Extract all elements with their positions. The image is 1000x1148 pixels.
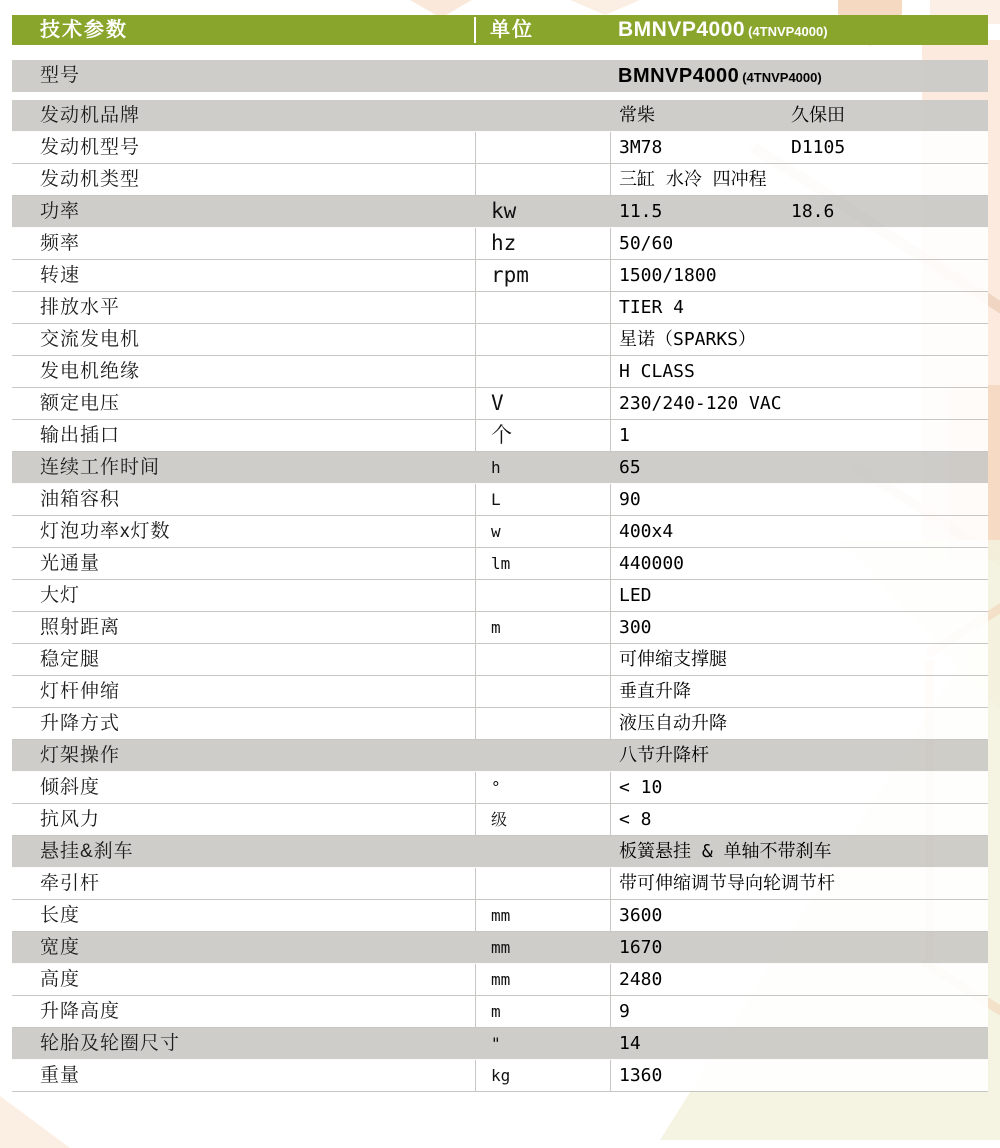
spec-row: [12, 228, 988, 260]
spec-value-col1: H CLASS: [619, 361, 695, 382]
spec-value-col1: 带可伸缩调节导向轮调节杆: [619, 873, 835, 894]
spec-unit: [475, 836, 610, 867]
spec-label: 轮胎及轮圈尺寸: [40, 1033, 181, 1054]
model-row-label: 型号: [40, 65, 81, 86]
spec-value-col1: 1500/1800: [619, 265, 717, 286]
spec-unit: m: [475, 612, 610, 643]
spec-unit: ": [491, 1034, 501, 1053]
spec-row: [12, 932, 988, 964]
spec-row: [12, 516, 988, 548]
spec-value: [610, 452, 988, 483]
spec-value-col1: 可伸缩支撑腿: [619, 649, 727, 670]
spec-value-col2: 久保田: [791, 105, 845, 126]
spec-value: [610, 964, 988, 995]
spec-row: [12, 164, 988, 196]
spec-value: [610, 868, 988, 899]
spec-unit: h: [491, 458, 501, 477]
spec-unit: lm: [475, 548, 610, 579]
spec-label: 发电机绝缘: [40, 361, 141, 382]
spec-unit: [475, 100, 610, 131]
spec-unit: [475, 132, 610, 163]
spec-value-col1: 液压自动升降: [619, 713, 727, 734]
spec-value: [610, 420, 988, 451]
spec-value-col1: LED: [619, 585, 652, 606]
spec-value: [610, 932, 988, 963]
spec-row: [12, 1060, 988, 1092]
spec-row: [12, 100, 988, 132]
table-header-row: [12, 15, 988, 45]
spec-label: 排放水平: [40, 297, 121, 318]
spec-value: [610, 324, 988, 355]
spec-value: [610, 516, 988, 547]
spec-value-col1: 9: [619, 1001, 630, 1022]
spec-value: [610, 580, 988, 611]
spec-unit: [475, 164, 610, 195]
spec-value: [610, 676, 988, 707]
spec-row: [12, 740, 988, 772]
spec-row: [12, 900, 988, 932]
spec-row: [12, 420, 988, 452]
spec-value-col1: 1670: [619, 937, 663, 958]
spec-label: 倾斜度: [40, 777, 101, 798]
model-number-row: [12, 60, 988, 92]
spec-unit: mm: [491, 938, 511, 957]
spec-row: [12, 484, 988, 516]
spec-value: [610, 1060, 988, 1091]
spec-row: [12, 676, 988, 708]
header-divider: [474, 17, 476, 43]
spec-unit: 级: [475, 804, 610, 835]
spec-label: 宽度: [40, 937, 81, 958]
spec-label: 灯架操作: [40, 745, 121, 766]
spec-value-col1: 八节升降杆: [619, 745, 709, 766]
spec-row: [12, 708, 988, 740]
spec-value: [610, 1028, 988, 1059]
model-variant: (4TNVP4000): [742, 70, 822, 85]
spec-unit: [475, 676, 610, 707]
spec-value-col1: 垂直升降: [619, 681, 691, 702]
spec-label: 发动机类型: [40, 169, 141, 190]
spec-label: 光通量: [40, 553, 101, 574]
spec-value: [610, 740, 988, 771]
hexagon-shape: [0, 1096, 70, 1148]
spec-unit: rpm: [475, 260, 610, 291]
spec-value-col1: 1360: [619, 1065, 663, 1086]
spec-value-col1: 2480: [619, 969, 663, 990]
model-variant: (4TNVP4000): [748, 24, 828, 39]
spec-value: [610, 804, 988, 835]
spec-label: 发动机品牌: [40, 105, 141, 126]
spec-row: [12, 644, 988, 676]
spec-label: 发动机型号: [40, 137, 141, 158]
spec-unit: 个: [475, 420, 610, 451]
spec-rows-container: [12, 100, 988, 1092]
spec-row: [12, 996, 988, 1028]
spec-label: 转速: [40, 265, 81, 286]
spec-value-col1: < 10: [619, 777, 663, 798]
spec-label: 交流发电机: [40, 329, 141, 350]
spec-value-col1: 50/60: [619, 233, 674, 254]
spec-value: [610, 484, 988, 515]
spec-label: 抗风力: [40, 809, 101, 830]
spec-value: [610, 260, 988, 291]
spec-row: [12, 260, 988, 292]
spec-unit: hz: [475, 228, 610, 259]
spec-label: 额定电压: [40, 393, 121, 414]
spec-unit: [475, 324, 610, 355]
spec-label: 灯泡功率x灯数: [40, 521, 171, 542]
spec-value-col2: D1105: [791, 137, 846, 158]
spec-value: [610, 196, 988, 227]
spec-label: 连续工作时间: [40, 457, 161, 478]
spec-unit: [475, 644, 610, 675]
spec-unit: [475, 292, 610, 323]
spec-unit: mm: [475, 964, 610, 995]
spec-row: [12, 548, 988, 580]
spec-value-col1: 230/240-120 VAC: [619, 393, 782, 414]
spec-value-col1: 440000: [619, 553, 685, 574]
spec-value-col1: 3M78: [619, 137, 663, 158]
spec-value: [610, 644, 988, 675]
spec-value-col1: 11.5: [619, 201, 663, 222]
spec-value: [610, 836, 988, 867]
spec-label: 升降高度: [40, 1001, 121, 1022]
spec-label: 功率: [40, 201, 81, 222]
spec-label: 照射距离: [40, 617, 121, 638]
unit-column-header: 单位: [490, 19, 534, 41]
spec-row: [12, 324, 988, 356]
spec-value-col1: 星诺（SPARKS）: [619, 329, 757, 350]
spec-unit: L: [475, 484, 610, 515]
spec-label: 输出插口: [40, 425, 121, 446]
spec-unit: V: [475, 388, 610, 419]
spec-row: [12, 868, 988, 900]
spec-value-col1: < 8: [619, 809, 652, 830]
spec-value-col1: 400x4: [619, 521, 674, 542]
spec-unit: [475, 868, 610, 899]
spec-value-col1: TIER 4: [619, 297, 685, 318]
spec-unit: kg: [475, 1060, 610, 1091]
spec-value: [610, 388, 988, 419]
spec-value-col1: 300: [619, 617, 652, 638]
spec-row: [12, 964, 988, 996]
spec-value-col1: 三缸 水冷 四冲程: [619, 169, 767, 190]
hexagon-shape: [570, 0, 640, 15]
spec-label: 油箱容积: [40, 489, 121, 510]
model-column-header: [618, 15, 828, 47]
spec-value-col1: 常柴: [619, 105, 655, 126]
spec-value: [610, 708, 988, 739]
spec-row: [12, 1028, 988, 1060]
spec-value-col1: 65: [619, 457, 641, 478]
spec-unit: [475, 740, 610, 771]
model-name: BMNVP4000: [618, 65, 740, 87]
spec-row: [12, 292, 988, 324]
page-title: 技术参数: [40, 19, 128, 41]
spec-label: 灯杆伸缩: [40, 681, 121, 702]
spec-row: [12, 196, 988, 228]
spec-unit: mm: [475, 900, 610, 931]
spec-row: [12, 612, 988, 644]
spec-label: 悬挂&刹车: [40, 841, 134, 862]
spec-value-col2: 18.6: [791, 201, 835, 222]
model-row-value: [618, 60, 822, 94]
spec-unit: m: [475, 996, 610, 1027]
spec-value-col1: 90: [619, 489, 641, 510]
spec-label: 稳定腿: [40, 649, 101, 670]
spec-label: 大灯: [40, 585, 81, 606]
spec-row: [12, 804, 988, 836]
spec-value: [610, 356, 988, 387]
spec-row: [12, 836, 988, 868]
spec-value: [610, 228, 988, 259]
spec-unit: [475, 356, 610, 387]
model-name: BMNVP4000: [618, 18, 746, 41]
spec-row: [12, 772, 988, 804]
spec-value-col1: 板簧悬挂 & 单轴不带刹车: [619, 841, 832, 862]
spec-label: 长度: [40, 905, 81, 926]
spec-unit: °: [475, 772, 610, 803]
spec-label: 频率: [40, 233, 81, 254]
spec-value: [610, 996, 988, 1027]
spec-row: [12, 580, 988, 612]
spec-row: [12, 356, 988, 388]
spec-label: 高度: [40, 969, 81, 990]
spec-value: [610, 612, 988, 643]
spec-unit: [475, 580, 610, 611]
spec-row: [12, 388, 988, 420]
spec-value-col1: 1: [619, 425, 630, 446]
spec-value: [610, 772, 988, 803]
spec-unit: kw: [491, 199, 517, 223]
spec-label: 升降方式: [40, 713, 121, 734]
spec-label: 重量: [40, 1065, 81, 1086]
spec-label: 牵引杆: [40, 873, 101, 894]
spec-value-col1: 14: [619, 1033, 641, 1054]
spec-row: [12, 132, 988, 164]
spec-value: [610, 548, 988, 579]
spec-value: [610, 100, 988, 131]
spec-value-col1: 3600: [619, 905, 663, 926]
spec-value: [610, 292, 988, 323]
spec-unit: [475, 708, 610, 739]
spec-row: [12, 452, 988, 484]
spec-value: [610, 900, 988, 931]
spec-table: [12, 15, 988, 1092]
spec-value: [610, 164, 988, 195]
spec-value: [610, 132, 988, 163]
spec-unit: w: [475, 516, 610, 547]
